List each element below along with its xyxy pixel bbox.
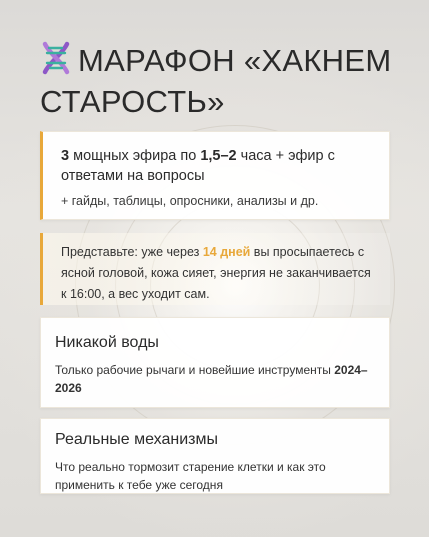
broadcast-count: 3 — [61, 148, 70, 164]
page-title — [40, 40, 410, 122]
title-line-1: МАРАФОН «ХАКНЕМ — [78, 43, 392, 78]
broadcast-hours: 1,5–2 — [200, 148, 237, 164]
intro-card — [40, 131, 390, 220]
imagine-text-a: Представьте: уже через — [61, 245, 203, 259]
feature-text-main: Только рабочие рычаги и новейшие инструменты — [55, 363, 335, 377]
feature-text: Что реально тормозит старение клетки и как это применить к тебе уже сегодня — [55, 460, 326, 492]
feature-title: Никакой воды — [55, 334, 159, 351]
intro-extras: + гайды, таблицы, опросники, анализы и др. — [61, 194, 319, 208]
feature-years: 2024–2026 — [55, 363, 368, 395]
title-line-2: СТАРОСТЬ» — [40, 84, 225, 119]
feature-card-no-water — [40, 317, 390, 408]
intro-text-b: часа + эфир с ответами на вопросы — [61, 148, 335, 184]
intro-text-a: мощных эфира по — [69, 148, 201, 164]
feature-title: Реальные механизмы — [55, 431, 218, 448]
feature-card-mechanisms — [40, 418, 390, 494]
days-highlight: 14 дней — [202, 245, 251, 259]
imagine-block — [40, 233, 390, 305]
feature-text — [55, 361, 375, 397]
dna-icon — [40, 41, 72, 75]
imagine-text-b: вы просыпаетесь с ясной головой, кожа сияет, энергия не заканчивается к 16:00, а вес уходит сам. — [61, 245, 371, 301]
intro-text — [61, 146, 371, 186]
